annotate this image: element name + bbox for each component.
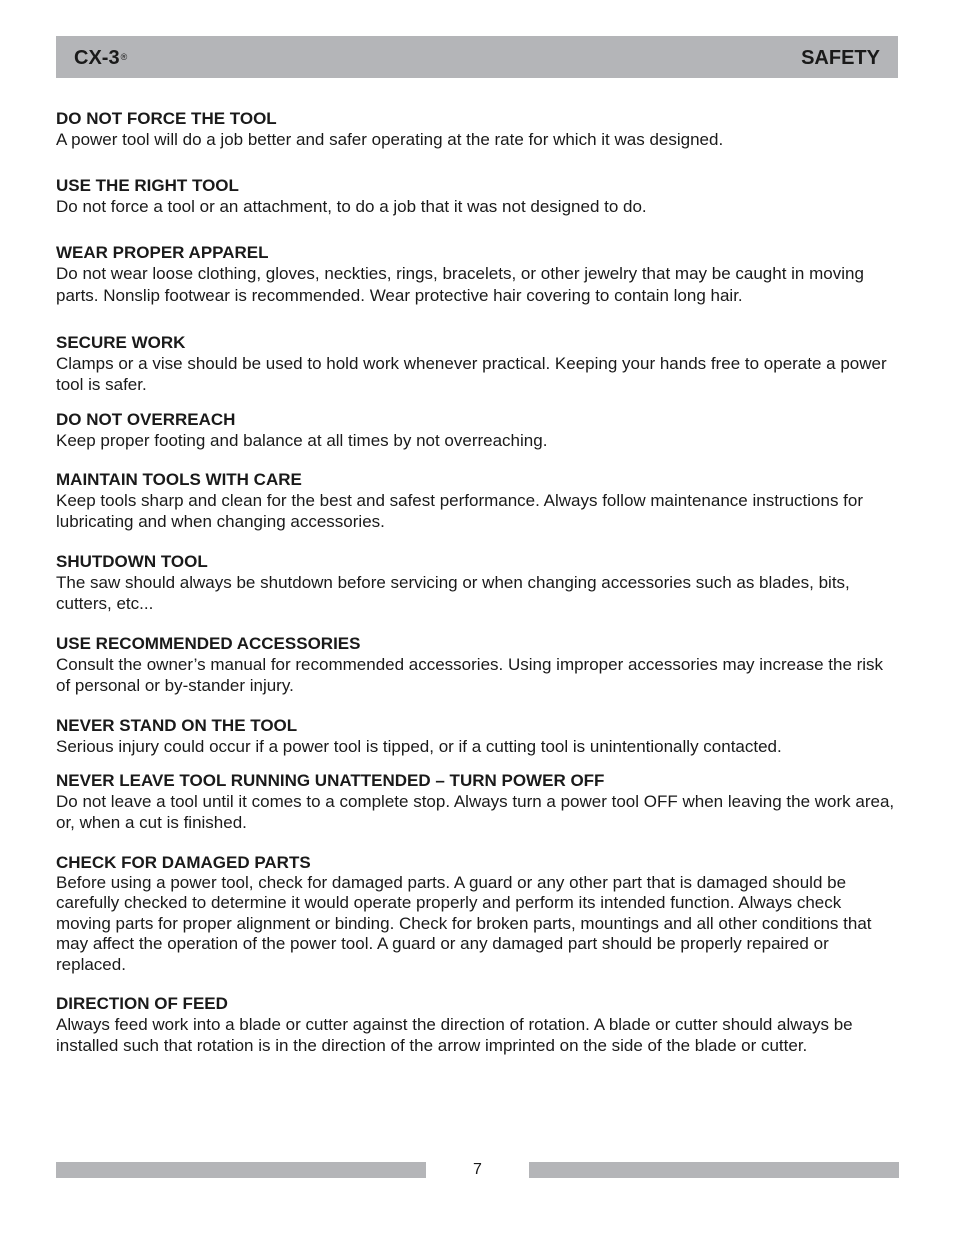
rule-maintain-tools [56, 469, 898, 532]
model-name [74, 47, 127, 69]
rule-recommended-accessories [56, 633, 898, 696]
rule-title: USE THE RIGHT TOOL [56, 176, 239, 195]
rule-body: Keep proper footing and balance at all times by not overreaching. [56, 431, 548, 450]
rule-body: Consult the owner’s manual for recommended accessories. Using improper accessories may increase the risk of personal or by-stander injury. [56, 655, 884, 695]
section-title: SAFETY [801, 47, 880, 69]
rule-body: Serious injury could occur if a power tool is tipped, or if a cutting tool is unintentionally contacted. [56, 737, 782, 756]
rule-force-tool [56, 108, 898, 150]
rule-never-leave-running [56, 770, 898, 833]
registered-mark: ® [120, 52, 128, 62]
rule-body: The saw should always be shutdown before servicing or when changing accessories such as blades, bits, cutters, etc... [56, 573, 850, 613]
rule-title: SHUTDOWN TOOL [56, 552, 208, 571]
rule-body: Always feed work into a blade or cutter against the direction of rotation. A blade or cutter should always be installed such that rotation is in the direction of the arrow imprinted on the side of the blade or cutter. [56, 1015, 853, 1056]
rule-title: NEVER LEAVE TOOL RUNNING UNATTENDED – TURN POWER OFF [56, 771, 605, 790]
rule-right-tool [56, 175, 898, 217]
header-bar [56, 36, 898, 78]
rule-body: Do not leave a tool until it comes to a complete stop. Always turn a power tool OFF when leaving the work area, or, when a cut is finished. [56, 792, 895, 832]
rule-body: Clamps or a vise should be used to hold work whenever practical. Keeping your hands free to operate a power tool is safer. [56, 354, 887, 394]
rule-secure-work [56, 332, 898, 395]
rule-title: CHECK FOR DAMAGED PARTS [56, 853, 311, 872]
rule-body: A power tool will do a job better and safer operating at the rate for which it was designed. [56, 130, 724, 149]
rule-title: WEAR PROPER APPAREL [56, 243, 269, 262]
footer-bar-right [529, 1162, 899, 1178]
rule-title: NEVER STAND ON THE TOOL [56, 716, 298, 735]
rule-overreach [56, 409, 898, 451]
safety-rules [56, 108, 898, 1056]
rule-title: USE RECOMMENDED ACCESSORIES [56, 634, 361, 653]
rule-never-stand [56, 715, 898, 757]
rule-title: MAINTAIN TOOLS WITH CARE [56, 470, 302, 489]
rule-proper-apparel [56, 242, 898, 307]
rule-body: Do not force a tool or an attachment, to do a job that it was not designed to do. [56, 197, 647, 216]
rule-direction-of-feed [56, 993, 898, 1056]
rule-title: DO NOT FORCE THE TOOL [56, 109, 277, 128]
model-label: CX-3 [74, 47, 120, 69]
footer-bar-left [56, 1162, 426, 1178]
page-number: 7 [473, 1161, 482, 1178]
rule-title: DIRECTION OF FEED [56, 994, 228, 1014]
rule-shutdown-tool [56, 551, 898, 614]
rule-body: Before using a power tool, check for damaged parts. A guard or any other part that is damaged should be carefully checked to determine it would operate properly and perform its intended function. Always check moving parts for proper alignment or binding. Check for broken parts, mountings and all other conditions that may affect the operation of the power tool. A guard or any damaged part should be properly repaired or replaced. [56, 873, 872, 974]
rule-body: Keep tools sharp and clean for the best and safest performance. Always follow maintenance instructions for lubricating and when changing accessories. [56, 491, 864, 531]
rule-title: SECURE WORK [56, 333, 186, 352]
rule-damaged-parts [56, 852, 898, 975]
rule-title: DO NOT OVERREACH [56, 410, 236, 429]
rule-body: Do not wear loose clothing, gloves, neckties, rings, bracelets, or other jewelry that may be caught in moving parts. Nonslip footwear is recommended. Wear protective hair covering to contain long hair. [56, 264, 864, 305]
